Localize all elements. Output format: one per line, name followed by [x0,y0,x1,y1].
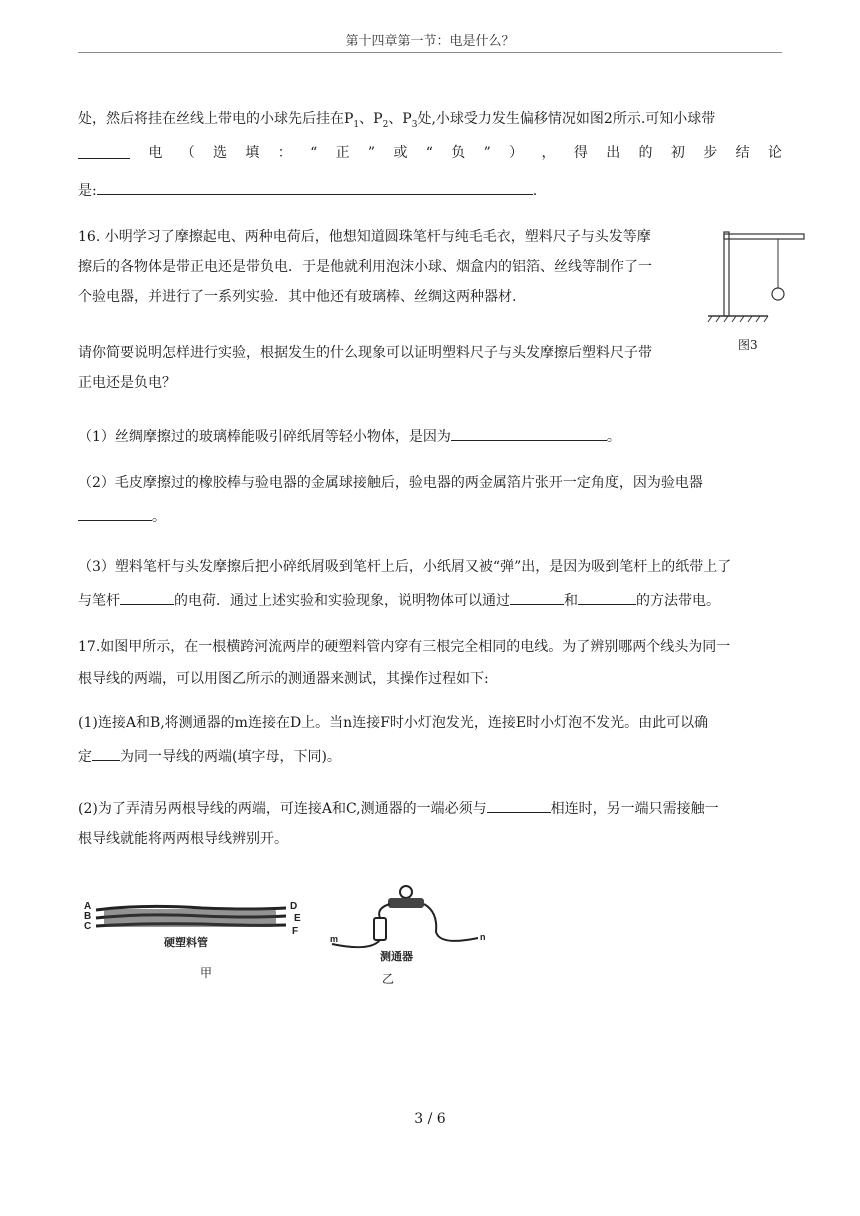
q16-sub2-line1: （2）毛皮摩擦过的橡胶棒与验电器的金属球接触后，验电器的两金属箔片张开一定角度，因为验电器 [78,475,703,491]
figure-3-pendulum [706,224,806,324]
q17-line1: 17.如图甲所示，在一根横跨河流两岸的硬塑料管内穿有三根完全相同的电线。为了辨别哪两个线头为同一 [78,639,731,655]
q15-line2-char: “ [310,145,318,161]
probe-n: n [480,932,486,942]
blank-q16-3b[interactable] [510,590,564,605]
q16-sub3-line2: 与笔杆 的电荷．通过上述实验和实验现象，说明物体可以通过 和 的方法带电。 [78,590,782,611]
q17-line2: 根导线的两端，可以用图乙所示的测通器来测试，其操作过程如下: [78,671,489,687]
wire-end-f: F [292,926,299,937]
q15-line1: 处，然后将挂在丝线上带电的小球先后挂在$P_1$、$P_2$、$P_3$处,小球受力发生偏移情况如图2所示.可知小球带 [78,111,716,130]
header-rule [78,52,782,53]
q15-line2-char: 出 [606,145,621,161]
q15-line3: 是: . [78,180,782,201]
q15-line2-char: 步 [703,145,718,161]
q16-sub1: （1）丝绸摩擦过的玻璃棒能吸引碎纸屑等轻小物体，是因为 。 [78,426,782,447]
q17-p2-line1: (2)为了弄清另两根导线的两端，可连接A和C,测通器的一端必须与 相连时，另一端只需接触一 [78,798,782,819]
q15-line2-char: 初 [670,145,685,161]
q15-line2-char: 结 [735,145,750,161]
q15-line2-char: 正 [335,145,350,161]
blank-q16-3c[interactable] [578,590,636,605]
blank-q15-charge[interactable] [78,144,130,159]
figure-jia-plastic-tube [82,896,307,952]
q15-line2-char: 论 [767,145,782,161]
q16-line1: 16. 小明学习了摩擦起电、两种电荷后，他想知道圆珠笔杆与纯毛毛衣，塑料尺子与头发等摩 [78,229,651,245]
q17-p1-line1: (1)连接A和B,将测通器的m连接在D上。当n连接F时小灯泡发光，连接E时小灯泡不发光。由此可以确 [78,715,709,731]
figure-yi-continuity-tester [330,882,490,972]
q15-line2-char: ” [367,145,376,161]
q17-p2-line2: 根导线就能将两两根导线辨别开。 [78,831,288,847]
q15-line2-char: 或 [393,145,408,161]
q15-line2-char: 的 [638,145,653,161]
tester-label: 测通器 [380,950,413,963]
tube-label: 硬塑料管 [164,936,208,949]
figure-3-caption: 图3 [738,338,758,352]
wire-end-c: C [84,921,92,932]
q15-line2-char: 电 [148,145,163,161]
wire-end-b: B [84,911,92,922]
q15-line2-char: 选 [213,145,228,161]
q15-line2-char: 得 [573,145,588,161]
q15-line2 [78,144,782,163]
q15-line2-char: ” [483,145,491,161]
q15-line2-char: “ [425,145,433,161]
blank-q16-3a[interactable] [120,590,174,605]
q16-sub2-line2: 。 [78,506,782,527]
q16-line4: 请你简要说明怎样进行实验，根据发生的什么现象可以证明塑料尺子与头发摩擦后塑料尺子带 [78,345,652,361]
q16-sub3-line1: （3）塑料笔杆与头发摩擦后把小碎纸屑吸到笔杆上后，小纸屑又被“弹”出，是因为吸到笔杆上的纸带上了 [78,559,732,575]
q16-line3: 个验电器，并进行了一系列实验．其中他还有玻璃棒、丝绸这两种器材. [78,289,517,305]
wire-end-e: E [294,913,301,924]
blank-q16-2[interactable] [78,506,152,521]
blank-q15-conclusion[interactable] [97,180,533,195]
page-header: 第十四章第一节：电是什么？ [345,34,515,49]
q15-line2-char: ） [509,145,524,161]
blank-q17-1[interactable] [92,746,120,761]
blank-q16-1[interactable] [451,426,607,441]
q15-line2-char: 填 [245,145,260,161]
q16-line5: 正电还是负电？ [78,375,176,391]
wire-end-a: A [84,901,92,912]
blank-q17-2[interactable] [487,798,551,813]
figure-yi-label: 乙 [382,972,395,986]
wire-end-d: D [290,901,298,912]
probe-m: m [330,934,339,944]
q17-p1-line2: 定 为同一导线的两端(填字母，下同)。 [78,746,782,767]
figure-jia-label: 甲 [200,966,213,980]
page-number: 3 / 6 [414,1111,446,1127]
q15-line2-char: ， [541,145,556,161]
q15-line2-char: ： [277,145,292,161]
q15-line2-char: 负 [451,145,466,161]
q16-line2: 擦后的各物体是带正电还是带负电．于是他就利用泡沫小球、烟盒内的铝箔、丝线等制作了一 [78,259,652,275]
q15-line2-char: （ [180,145,195,161]
